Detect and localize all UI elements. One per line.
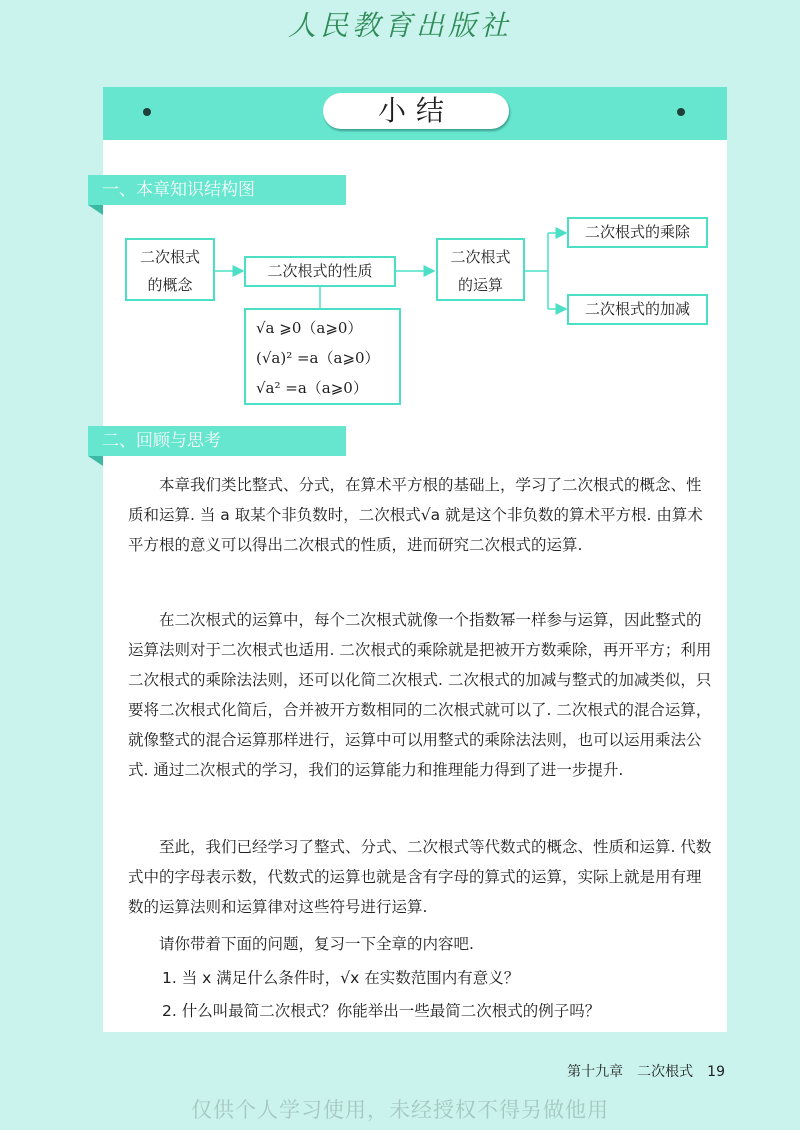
property-formulas-box [244, 308, 401, 405]
mul-div-box: 二次根式的乘除 [567, 217, 708, 248]
formula-1: √a ⩾0（a⩾0） [256, 319, 363, 337]
formula-2: (√a)² =a（a⩾0） [256, 349, 380, 367]
page-footer [567, 1061, 725, 1081]
chapter-label: 第十九章 二次根式 [567, 1064, 694, 1080]
publisher-logo: 人民教育出版社 [287, 9, 512, 42]
operation-label-1: 二次根式 [450, 248, 511, 266]
operation-box [436, 238, 525, 301]
paragraph-1: 本章我们类比整式、分式，在算术平方根的基础上，学习了二次根式的概念、性质和运算. 当 a 取某个非负数时，二次根式√a 就是这个非负数的算术平方根. 由算术平方根的意义可以得出二次根式的性质，进而研究二次根式的运算. [128, 476, 703, 554]
property-box: 二次根式的性质 [244, 256, 396, 287]
concept-box [125, 238, 215, 301]
section-heading-structure: 一、本章知识结构图 [88, 175, 346, 205]
watermark: 仅供个人学习使用，未经授权不得另做他用 [191, 1098, 609, 1122]
section-heading-review: 二、回顾与思考 [88, 426, 346, 456]
paragraph-3: 至此，我们已经学习了整式、分式、二次根式等代数式的概念、性质和运算. 代数式中的字母表示数，代数式的运算也就是含有字母的算式的运算，实际上就是用有理数的运算法则和运算律对这些符号进行运算. [128, 838, 712, 916]
concept-label-2: 的概念 [147, 276, 193, 294]
paragraph-4: 请你带着下面的问题，复习一下全章的内容吧. [159, 935, 474, 953]
operation-label-2: 的运算 [457, 276, 503, 294]
paragraph-2: 在二次根式的运算中，每个二次根式就像一个指数幂一样参与运算，因此整式的运算法则对于二次根式也适用. 二次根式的乘除就是把被开方数乘除，再开平方；利用二次根式的乘除法法则，还可以化简二次根式. 二次根式的加减与整式的加减类似，只要将二次根式化简后，合并被开方数相同的二次根式就可以了. 二次根式的混合运算，就像整式的混合运算那样进行，运算中可以用整式的乘除法法则，也可以运用乘法公式. 通过二次根式的学习，我们的运算能力和推理能力得到了进一步提升. [128, 611, 712, 779]
concept-label-1: 二次根式 [139, 248, 200, 266]
page-number: 19 [707, 1064, 725, 1080]
question-1: 1. 当 x 满足什么条件时，√x 在实数范围内有意义？ [162, 969, 520, 987]
formula-3: √a² =a（a⩾0） [256, 379, 368, 397]
add-sub-box: 二次根式的加减 [567, 294, 708, 325]
page-title: 小结 [323, 93, 509, 129]
question-2: 2. 什么叫最简二次根式？你能举出一些最简二次根式的例子吗？ [162, 1002, 601, 1020]
